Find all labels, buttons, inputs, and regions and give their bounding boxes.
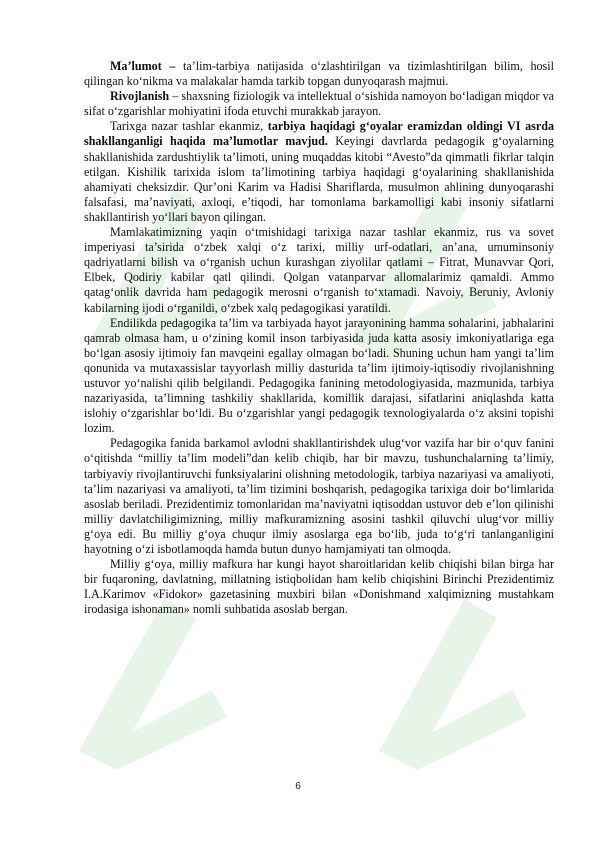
bold-text: Rivojlanish — [110, 89, 170, 104]
text-run: Keyingi davrlarda pedagogik g‘oyalarning shakllanishida zardushtiylik ta’limoti, uning muqaddas kitobi “Avesto”da qimmatli fikrlar talqin etilgan. Kishilik tarixida islom ta’limotining tarbiya haqidagi g‘oyalarining shakllanishida ahamiyati cheksizdir. Qur’oni Karim va Hadisi Shariflarda, musulmon ahlining dunyoqarashi falsafasi, ma’naviyati, axloqi, e’tiqodi, har tomonlama barkamolligi kabi insoniy sifatlarni shakllantirish yo‘llari bayon qilingan. — [84, 134, 554, 224]
paragraph — [84, 119, 554, 225]
page-number: 6 — [295, 781, 301, 792]
bold-text: tarbiya haqidagi g‘oyalar eramizdan oldingi VI asrda shakllanganligi haqida ma’lumotlar mavjud. — [84, 119, 554, 149]
text-run: Mamlakatimizning yaqin o‘tmishidagi tarixiga nazar tashlar ekanmiz, rus va sovet imperiyasi ta’sirida o‘zbek xalqi o‘z tarixi, milliy urf-odatlari, an’ana, umuminsoniy qadriyatlarni bilish va o‘rganish uchun kurashgan ziyolilar qatlami – Fitrat, Munavvar Qori, Elbek, Qodiriy kabilar qatl qilindi. Qolgan vatanparvar allomalarimiz qamaldi. Ammo qatag‘onlik davrida ham pedagogik merosni o‘rganish to‘xtamadi. Navoiy, Beruniy, Avloniy kabilarning ijodi o‘rganildi, o‘zbek xalq pedagogikasi yaratildi. — [84, 225, 554, 315]
text-run: – shaxsning fiziologik va intellektual o‘sishida namoyon bo‘ladigan miqdor va sifat o‘zgarishlar mohiyatini ifoda etuvchi murakkab jarayon. — [84, 89, 554, 119]
paragraph — [84, 316, 554, 437]
text-run: Milliy g‘oya, milliy mafkura har kungi hayot sharoitlaridan kelib chiqishi bilan birga har bir fuqaroning, davlatning, millatning istiqbolidan ham kelib chiqishini Birinchi Prezidentimiz I.A.Karimov «Fidokor» gazetasining muxbiri bilan «Donishmand xalqimizning mustahkam irodasiga ishonaman» nomli suhbatida asoslab bergan. — [84, 557, 554, 617]
bold-text: Ma’lumot – — [110, 59, 183, 73]
paragraph — [84, 89, 554, 119]
paragraph — [84, 59, 554, 89]
paragraph — [84, 557, 554, 617]
body-text — [84, 59, 554, 617]
text-run: Pedagogika fanida barkamol avlodni shakllantirishdek ulug‘vor vazifa har bir o‘quv fanini o‘qitishda “milliy ta’lim modeli”dan kelib chiqib, har bir mavzu, tushunchalarning ta’limiy, tarbiyaviy rivojlantiruvchi funksiyalarini olishning metodologik, tarbiya nazariyasi va amaliyoti, ta’lim nazariyasi va amaliyoti, ta’lim tizimini boshqarish, pedagogika tarixiga doir bo‘limlarida asoslab beriladi. Prezidentimiz tomonlaridan ma’naviyatni iqtisoddan ustuvor deb e’lon qilinishi milliy davlatchiligimizning, milliy mafkuramizning asosini tashkil qiluvchi ulug‘vor milliy g‘oya edi. Bu milliy g‘oya chuqur ilmiy asoslarga ega bo‘lib, juda to‘g‘ri tanlanganligini hayotning o‘zi isbotlamoqda hamda butun dunyo hamjamiyati tan olmoqda. — [84, 436, 554, 556]
text-run: Tarixga nazar tashlar ekanmiz, — [110, 119, 268, 134]
text-run: Endilikda pedagogika ta’lim va tarbiyada hayot jarayonining hamma sohalarini, jabhalarini qamrab olmasa ham, u o‘zining komil inson tarbiyasida juda katta asosiy imkoniyatlariga ega bo‘lgan asosiy ijtimoiy fan mavqeini egallay olmagan bo‘ladi. Shuning uchun ham yangi ta’lim qonunida va mutaxassislar tayyorlash milliy dasturida ta’lim ijtimoiy-iqtisodiy rivojlanishning ustuvor yo‘nalishi qilib belgilandi. Pedagogika fanining metodologiyasida, mazmunida, tarbiya nazariyasida, ta’limning tashkiliy shakllarida, komillik darajasi, sifatlarini aniqlashda katta islohiy o‘zgarishlar bo‘ldi. Bu o‘zgarishlar yangi pedagogik texnologiyalarda o‘z aksini topishi lozim. — [84, 315, 554, 436]
paragraph — [84, 225, 554, 316]
paragraph — [84, 436, 554, 557]
text-run: ta’lim-tarbiya natijasida o‘zlashtirilgan va tizimlashtirilgan bilim, hosil qilingan ko‘nikma va malakalar hamda tarkib topgan dunyoqarash majmui. — [84, 59, 554, 89]
